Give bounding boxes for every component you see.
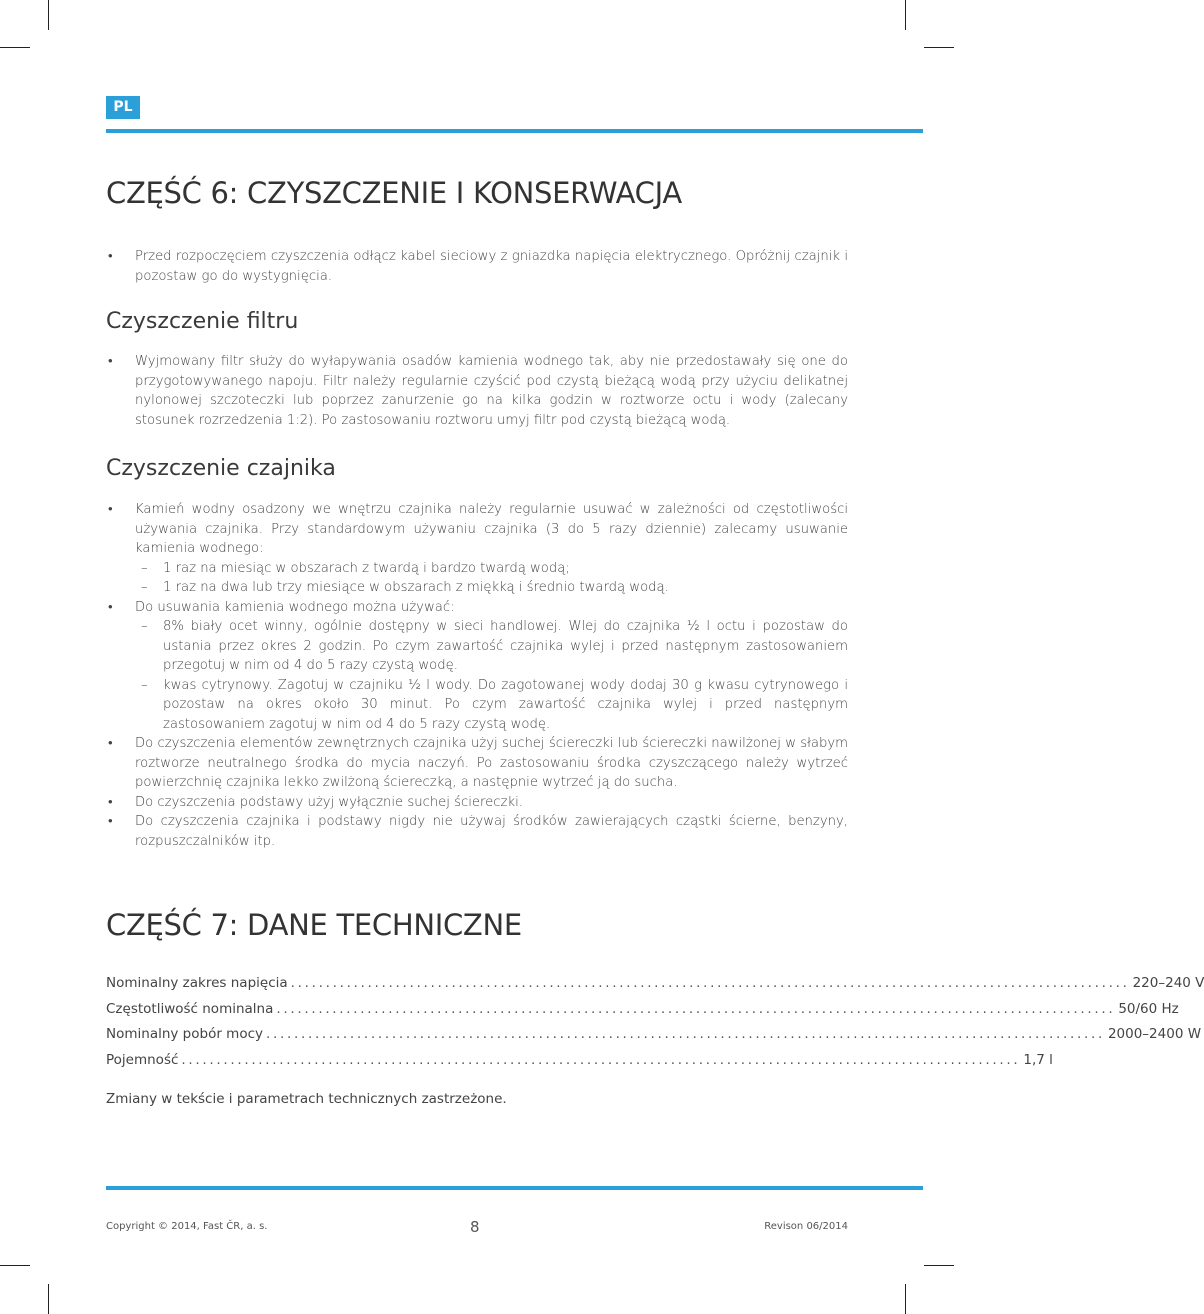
sub-list-item: – 1 raz na dwa lub trzy miesiące w obszarach z miękką i średnio twardą wodą. — [141, 580, 669, 595]
spec-label: Nominalny pobór mocy — [106, 1026, 263, 1042]
filter-heading: Czyszczenie filtru — [106, 309, 299, 334]
kettle-heading: Czyszczenie czajnika — [106, 456, 336, 481]
sub-list-item: – 1 raz na miesiąc w obszarach z twardą i bardzo twardą wodą; — [141, 560, 570, 576]
crop-mark — [0, 47, 30, 48]
kettle-bullet-1: Kamień wodny osadzony we wnętrzu czajnika należy regularnie usuwać w zależności od częstotliwości używania czajnika. Przy standardowym używaniu czajnika (3 do 5 razy dziennie) zalecamy usuwanie kamienia wodnego: — [135, 502, 848, 556]
crop-mark — [0, 1265, 30, 1266]
intro-text: Przed rozpoczęciem czyszczenia odłącz kabel sieciowy z gniazdka napięcia elektrycznego. Opróżnij czajnik i pozostaw go do wystygnięcia. — [135, 249, 848, 284]
page-content — [106, 172, 1204, 1107]
kettle-bullet-5: Do czyszczenia czajnika i podstawy nigdy nie używaj środków zawierających cząstki ścierne, benzyny, rozpuszczalników itp. — [135, 814, 848, 849]
filter-list — [106, 352, 848, 430]
spec-row — [106, 975, 1204, 1001]
footer-divider — [106, 1186, 923, 1190]
sub-list — [135, 559, 848, 598]
kettle-bullet-3: Do czyszczenia elementów zewnętrznych czajnika użyj suchej ściereczki lub ściereczki nawilżonej w słabym roztworze neutralnego środka do mycia naczyń. Po zastosowaniu środka czyszczącego należy wytrzeć powierzchnię czajnika lekko zwilżoną ściereczką, a następnie wytrzeć ją do sucha. — [135, 736, 848, 790]
spec-label: Pojemność — [106, 1051, 179, 1068]
list-item: • Do czyszczenia podstawy użyj wyłącznie suchej ściereczki. — [108, 794, 523, 810]
spec-value: 2000–2400 W — [1107, 1026, 1202, 1042]
spec-label: Nominalny zakres napięcia — [106, 975, 288, 991]
kettle-bullet-1-sub-1: 1 raz na miesiąc w obszarach z twardą i bardzo twardą wodą; — [163, 560, 570, 576]
spec-table — [106, 975, 1204, 1077]
kettle-list — [106, 500, 848, 851]
kettle-bullet-4: Do czyszczenia podstawy użyj wyłącznie suchej ściereczki. — [135, 794, 523, 810]
crop-mark — [48, 1284, 49, 1314]
language-badge: PL — [106, 96, 140, 119]
crop-mark — [905, 0, 906, 30]
list-item: • Do usuwania kamienia wodnego można używać: – 8% biały ocet winny, ogólnie dostępny w sieci handlowej. Wlej do czajnika ½ l octu i pozostaw do ustania przez okres 2 godzin. Po czym zawartość czajnika wylej i przed następnym zastosowaniem przegotuj w nim od 4 do 5 razy czystą wodę. – kwas cytrynowy. Zagotuj w czajniku ½ l wody. Do zagotowanej wody dodaj 30 g kwasu cytrynowego i pozostaw na okres około 30 minut. Po czym zawartość czajnika wylej i przed następnym zastosowaniem zagotuj w nim od 4 do 5 razy czystą wodę. — [106, 598, 848, 735]
list-item: • Do czyszczenia czajnika i podstawy nigdy nie używaj środków zawierających cząstki ścierne, benzyny, rozpuszczalników itp. — [108, 814, 848, 849]
crop-mark — [924, 1265, 954, 1266]
kettle-bullet-2: Do usuwania kamienia wodnego można używać: — [135, 599, 455, 615]
header-divider — [106, 129, 923, 133]
spec-row — [106, 1026, 1202, 1052]
dot-leader: ........................................................................................................................ — [266, 1026, 1105, 1042]
sub-list-item: – kwas cytrynowy. Zagotuj w czajniku ½ l wody. Do zagotowanej wody dodaj 30 g kwasu cytrynowego i pozostaw na okres około 30 minut. Po czym zawartość czajnika wylej i przed następnym zastosowaniem zagotuj w nim od 4 do 5 razy czystą wodę. — [141, 677, 848, 732]
crop-mark — [905, 1284, 906, 1314]
kettle-bullet-1-sub-2: 1 raz na dwa lub trzy miesiące w obszarach z miękką i średnio twardą wodą. — [163, 580, 669, 595]
kettle-bullet-2-sub-1: 8% biały ocet winny, ogólnie dostępny w sieci handlowej. Wlej do czajnika ½ l octu i pozostaw do ustania przez okres 2 godzin. Po czym zawartość czajnika wylej i przed następnym zastosowaniem przegotuj w nim od 4 do 5 razy czystą wodę. — [163, 619, 848, 673]
list-item: • Do czyszczenia elementów zewnętrznych czajnika użyj suchej ściereczki lub ściereczki nawilżonej w słabym roztworze neutralnego środka do mycia naczyń. Po zastosowaniu środka czyszczącego należy wytrzeć powierzchnię czajnika lekko zwilżoną ściereczką, a następnie wytrzeć ją do sucha. — [108, 736, 848, 790]
filter-text: Wyjmowany filtr służy do wyłapywania osadów kamienia wodnego tak, aby nie przedostawały się one do przygotowywanego napoju. Filtr należy regularnie czyścić pod czystą bieżącą wodą przy użyciu delikatnej nylonowej szczoteczki lub poprzez zanurzenie go na kilka godzin w roztworze octu i wody (zalecany stosunek rozrzedzenia 1:2). Po zastosowaniu roztworu umyj filtr pod czystą bieżącą wodą. — [135, 354, 848, 428]
list-item: • Wyjmowany filtr służy do wyłapywania osadów kamienia wodnego tak, aby nie przedostawały się one do przygotowywanego napoju. Filtr należy regularnie czyścić pod czystą bieżącą wodą przy użyciu delikatnej nylonowej szczoteczki lub poprzez zanurzenie go na kilka godzin w roztworze octu i wody (zalecany stosunek rozrzedzenia 1:2). Po zastosowaniu roztworu umyj filtr pod czystą bieżącą wodą. — [108, 354, 848, 428]
intro-list — [106, 247, 848, 286]
list-item: • Kamień wodny osadzony we wnętrzu czajnika należy regularnie usuwać w zależności od częstotliwości używania czajnika. Przy standardowym używaniu czajnika (3 do 5 razy dziennie) zalecamy usuwanie kamienia wodnego: – 1 raz na miesiąc w obszarach z twardą i bardzo twardą wodą; – 1 raz na dwa lub trzy miesiące w obszarach z miękką i średnio twardą wodą. — [106, 500, 848, 598]
page-number: 8 — [470, 1218, 480, 1236]
sub-list-item: – 8% biały ocet winny, ogólnie dostępny w sieci handlowej. Wlej do czajnika ½ l octu i pozostaw do ustania przez okres 2 godzin. Po czym zawartość czajnika wylej i przed następnym zastosowaniem przegotuj w nim od 4 do 5 razy czystą wodę. — [141, 619, 848, 673]
kettle-bullet-2-sub-2: kwas cytrynowy. Zagotuj w czajniku ½ l wody. Do zagotowanej wody dodaj 30 g kwasu cytrynowego i pozostaw na okres około 30 minut. Po czym zawartość czajnika wylej i przed następnym zastosowaniem zagotuj w nim od 4 do 5 razy czystą wodę. — [163, 677, 848, 732]
crop-mark — [924, 47, 954, 48]
section-7-title: CZĘŚĆ 7: DANE TECHNICZNE — [106, 908, 522, 942]
list-item: • Przed rozpoczęciem czyszczenia odłącz kabel sieciowy z gniazdka napięcia elektrycznego. Opróżnij czajnik i pozostaw go do wystygnięcia. — [108, 249, 848, 284]
dot-leader: ........................................................................................................................ — [181, 1051, 1021, 1068]
spec-label: Częstotliwość nominalna — [106, 1000, 274, 1017]
dot-leader: ........................................................................................................................ — [276, 1000, 1116, 1017]
section-6-title: CZĘŚĆ 6: CZYSZCZENIE I KONSERWACJA — [106, 176, 682, 210]
crop-mark — [48, 0, 49, 30]
sub-list — [135, 617, 848, 734]
spec-row — [106, 1000, 1179, 1027]
spec-value: 1,7 l — [1023, 1051, 1053, 1068]
spec-value: 220–240 V — [1132, 975, 1204, 991]
copyright-text: Copyright © 2014, Fast ČR, a. s. — [106, 1221, 268, 1232]
dot-leader: ........................................................................................................................ — [290, 975, 1130, 991]
revision-text: Revison 06/2014 — [764, 1221, 848, 1232]
disclaimer-note: Zmiany w tekście i parametrach technicznych zastrzeżone. — [106, 1091, 507, 1107]
spec-value: 50/60 Hz — [1118, 1000, 1179, 1017]
spec-row — [106, 1051, 1053, 1078]
